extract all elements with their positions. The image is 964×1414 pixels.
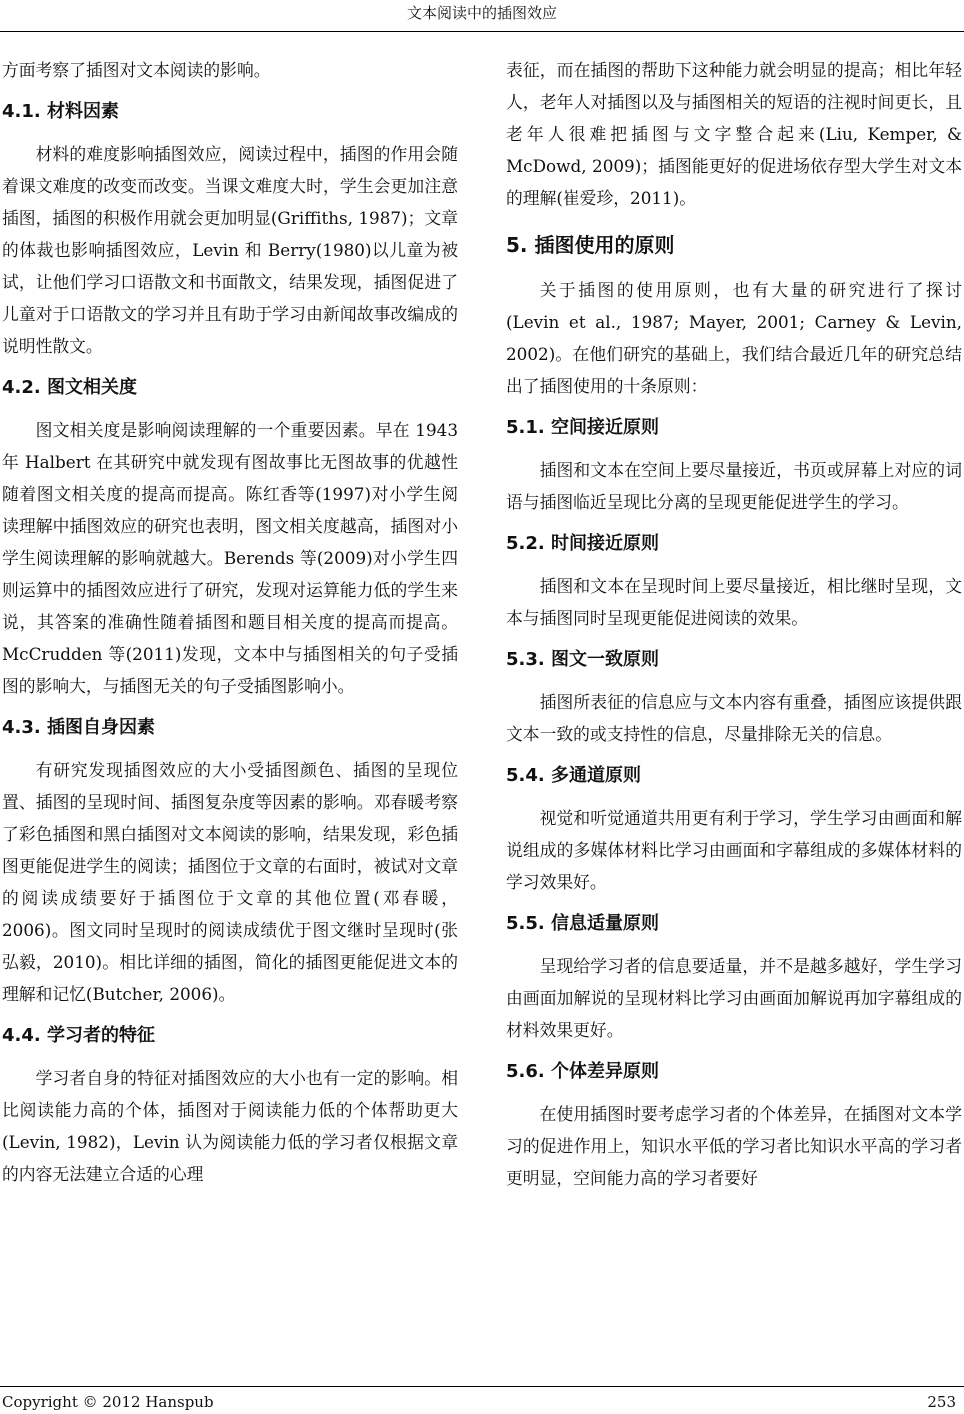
section-5-5-heading: 5.5. 信息适量原则 — [506, 913, 659, 934]
section-5-5-paragraph: 呈现给学习者的信息要适量，并不是越多越好，学生学习由画面加解说的呈现材料比学习由画面加解说再加字幕组成的材料效果更好。 — [506, 956, 962, 1040]
section-5-2-heading: 5.2. 时间接近原则 — [506, 533, 659, 554]
section-5-2-paragraph: 插图和文本在呈现时间上要尽量接近，相比继时呈现，文本与插图同时呈现更能促进阅读的效果。 — [506, 576, 962, 628]
section-4-3-heading: 4.3. 插图自身因素 — [2, 717, 155, 738]
section-4-4-paragraph: 学习者自身的特征对插图效应的大小也有一定的影响。相比阅读能力高的个体，插图对于阅读能力低的个体帮助更大(Levin, 1982)，Levin 认为阅读能力低的学习者仅根据文章的内容无法建立合适的心理 — [2, 1068, 458, 1184]
intro-continuation: 方面考察了插图对文本阅读的影响。 — [2, 60, 271, 80]
running-header-title: 文本阅读中的插图效应 — [406, 4, 557, 22]
copyright-notice: Copyright © 2012 Hanspub — [2, 1393, 214, 1411]
section-5-heading: 5. 插图使用的原则 — [506, 233, 675, 257]
section-5-4-paragraph: 视觉和听觉通道共用更有利于学习，学生学习由画面和解说组成的多媒体材料比学习由画面和字幕组成的多媒体材料的学习效果好。 — [506, 808, 962, 892]
right-column — [506, 54, 962, 1194]
running-header — [0, 0, 964, 34]
left-column — [2, 54, 458, 1190]
section-4-2-heading: 4.2. 图文相关度 — [2, 377, 137, 398]
section-4-1-heading: 4.1. 材料因素 — [2, 101, 119, 122]
page-number: 253 — [927, 1393, 956, 1411]
section-5-1-heading: 5.1. 空间接近原则 — [506, 417, 659, 438]
section-4-4-continuation: 表征，而在插图的帮助下这种能力就会明显的提高；相比年轻人，老年人对插图以及与插图相关的短语的注视时间更长，且老年人很难把插图与文字整合起来(Liu, Kemper, & McDowd, 2009)；插图能更好的促进场依存型大学生对文本的理解(崔爱珍，2011)。 — [506, 60, 962, 208]
section-4-2-paragraph: 图文相关度是影响阅读理解的一个重要因素。早在 1943 年 Halbert 在其研究中就发现有图故事比无图故事的优越性随着图文相关度的提高而提高。陈红香等(1997)对小学生阅读理解中插图效应的研究也表明，图文相关度越高，插图对小学生阅读理解的影响就越大。Berends 等(2009)对小学生四则运算中的插图效应进行了研究，发现对运算能力低的学生来说，其答案的准确性随着插图和题目相关度的提高而提高。McCrudden 等(2011)发现，文本中与插图相关的句子受插图的影响大，与插图无关的句子受插图影响小。 — [2, 420, 458, 696]
section-5-6-paragraph: 在使用插图时要考虑学习者的个体差异，在插图对文本学习的促进作用上，知识水平低的学习者比知识水平高的学习者更明显，空间能力高的学习者要好 — [506, 1104, 962, 1188]
section-5-6-heading: 5.6. 个体差异原则 — [506, 1061, 659, 1082]
section-4-1-paragraph: 材料的难度影响插图效应，阅读过程中，插图的作用会随着课文难度的改变而改变。当课文难度大时，学生会更加注意插图，插图的积极作用就会更加明显(Griffiths, 1987)；文章的体裁也影响插图效应，Levin 和 Berry(1980)以儿童为被试，让他们学习口语散文和书面散文，结果发现，插图促进了儿童对于口语散文的学习并且有助于学习由新闻故事改编成的说明性散文。 — [2, 144, 458, 356]
section-5-3-paragraph: 插图所表征的信息应与文本内容有重叠，插图应该提供跟文本一致的或支持性的信息，尽量排除无关的信息。 — [506, 692, 962, 744]
section-5-3-heading: 5.3. 图文一致原则 — [506, 649, 659, 670]
section-5-1-paragraph: 插图和文本在空间上要尽量接近，书页或屏幕上对应的词语与插图临近呈现比分离的呈现更能促进学生的学习。 — [506, 460, 962, 512]
footer-rule — [0, 1386, 964, 1387]
section-5-paragraph: 关于插图的使用原则，也有大量的研究进行了探讨(Levin et al., 1987; Mayer, 2001; Carney & Levin, 2002)。在他们研究的基础上，我们结合最近几年的研究总结出了插图使用的十条原则： — [506, 280, 962, 396]
header-rule — [0, 31, 964, 32]
section-4-4-heading: 4.4. 学习者的特征 — [2, 1025, 155, 1046]
section-4-3-paragraph: 有研究发现插图效应的大小受插图颜色、插图的呈现位置、插图的呈现时间、插图复杂度等因素的影响。邓春暖考察了彩色插图和黑白插图对文本阅读的影响，结果发现，彩色插图更能促进学生的阅读；插图位于文章的右面时，被试对文章的阅读成绩要好于插图位于文章的其他位置(邓春暖，2006)。图文同时呈现时的阅读成绩优于图文继时呈现时(张弘毅，2010)。相比详细的插图，简化的插图更能促进文本的理解和记忆(Butcher, 2006)。 — [2, 760, 458, 1004]
section-5-4-heading: 5.4. 多通道原则 — [506, 765, 641, 786]
